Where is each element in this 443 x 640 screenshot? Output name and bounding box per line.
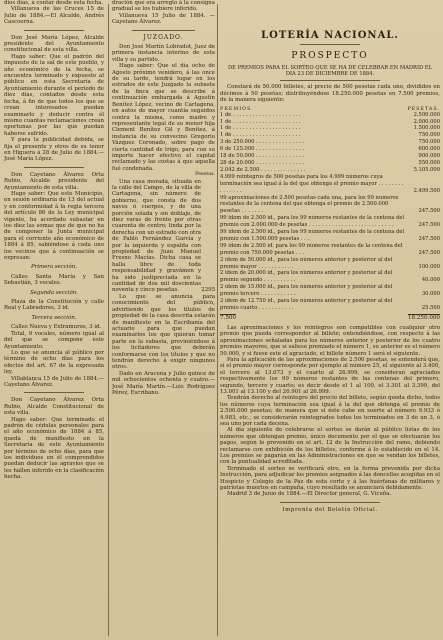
rules-3: Al día siguiente de celebrarse el sorteo se darán al público listas de los números que obtengan premio, único documento por el que se efectuarán los pagos, según lo prevenido en el art. 12 de la Instrucción del ramo, debiendo reclamarse con exhibición de los billetes, conforme á lo establecido en el 14. Los premios se pagarán en las Administraciones en que se vendan los billetes, con la puntualidad acreditada. <box>220 427 440 466</box>
rules-1: Para la aplicación de las aproximaciones de 2.500 pesetas, se entenderá que, si el premio mayor corresponde por ejemplo al número 25, el siguiente al 3.400, el tercero al 13.073 y el cuarto al 26.999, se consideran agraciados respectivamente los 99 números restantes de las centenas del primero, segundo, tercero y cuarto; es decir desde el 1 al 100, el 3.301 al 3.399, del 13.001 al 13.100 y del 26.901 al 26.999. <box>220 356 440 395</box>
divider <box>280 502 380 503</box>
prize-row <box>220 132 440 139</box>
c1-ad1-0: Don José María López, Alcalde presidente del Ayuntamiento constitucional de esta villa. <box>4 34 104 54</box>
prize-row <box>220 243 440 257</box>
column-right <box>220 0 440 640</box>
prize-label: 99 idem de 2.500 id., para los 99 números restantes de la centena del premio con 1.500.000 pesetas . . . <box>220 229 405 242</box>
section-heading: Segunda sección. <box>30 289 78 296</box>
prize-value: 247.500 <box>418 235 440 242</box>
c2-closing-1: Dado en Aracena y Julio quince de mil ochocientos ochenta y cuatro.—José María Martín.—Luis Rodríguez Pérez, Escribano. <box>112 370 215 396</box>
prize-label: 99 aproximaciones de 2.500 pesetas cada una, para los 99 números restantes de la centena del que obtenga el premio de 2.500.000 pesetas . . . . . . . <box>220 194 399 215</box>
prize-label: 99 idem de 2.500 id., para los 99 números restantes de la centena del premio con 2.000.000 de pesetas . . . . . . . . . . . . . . . . . . . . . . . . . . <box>220 215 405 229</box>
prize-row <box>220 195 440 216</box>
c1-ad2-1: Hago saber: Que este Municipio, en sesión ordinaria de 13 del actual y en conformidad á la regla tercera del artículo 86 de la Ley municipal vigente, ha acordado subastar en los diez las somas que de que no ha de componer la Junta municipal para el corriente año económico de 1884 á 85, sabiéndose á cada uno los vecinos que á continuación se expresan: <box>4 190 104 262</box>
c1-s3-1: Total, 9 vocales, número igual al del que se compone este Ayuntamiento. <box>4 330 104 350</box>
prize-value: 5.105.000 <box>413 166 440 173</box>
prize-label: 2 idem de 20.000 id., para los números anterior y posterior al del premio segundo . . . . . . . . . . <box>220 270 393 284</box>
prize-row <box>220 160 440 167</box>
finca-description: Una casa morada, situada en la calle del Campo, de la villa de Cartagena, sin número de gobierno, que consta de dos naves ó cuerpos, y de una porción solada y sin doblaje, de diez varas de frente por otras cuarenta de centro; linda por la derecha con un estrado con otra de Pablo Fernández García y por la izquierda y espalda con propiedad de Juan Manuel Fresno Macías. Dicha casa se halla libre de toda responsabilidad y gravámen y ha sido justipreciada en la cantidad de dos mil doscientas noventa y cinco pesetas. <box>112 178 201 294</box>
rules-2: Tendrán derecho al reintegro del precio del billete, según queda dicho, todos los números cuya terminación sea igual á la del que obtenga el premio de 2.500.000 pesetas; de manera que si éste cabe en suerte al número 9.933 ó 4.983, etc., se considerarán reintegrados todos los terminados en 3 de un 3, ó sea uno por cada decena. <box>220 395 440 427</box>
prize-label: 4.999 reintegros de 500 pesetas para los 4.999 números cuya terminación sea igual á la del que obtenga el premio mayor . . . . . . . . . . . . . . . <box>220 173 404 194</box>
divider <box>24 392 84 393</box>
prize-row <box>220 257 440 271</box>
prize-label: 28 de 20.000 . . . . . . . . . . . . . . . <box>220 159 304 166</box>
c1-s3-0: Calles Nueva y Extramuros, 3 id. <box>11 324 102 331</box>
column-middle <box>112 0 215 640</box>
prize-value: 2.499.500 <box>413 187 440 194</box>
rules-5: Madrid 3 de Junio de 1884.—El Director general, G. Vicuña. <box>227 491 392 498</box>
imprint: Imprenta del Boletín Oficial. <box>282 506 378 513</box>
prize-value: 2.500.000 <box>413 111 440 118</box>
prize-value: 550.000 <box>418 159 440 166</box>
prize-label: 6 de 125.000 . . . . . . . . . . . . . . . <box>220 146 304 153</box>
c1-ad3-0: Don Cayetano Álvarez Orta Rubio, Alcalde Constitucional de esta villa. <box>4 397 104 417</box>
c2-top-1: Villanueva 15 Julio de 1884. —Cayetano Álvarez. <box>112 12 215 26</box>
header-pesetas: PESETAS. <box>407 106 440 112</box>
finca-block <box>112 179 215 294</box>
prize-row <box>220 153 440 160</box>
prize-label: 18 de 50.000 . . . . . . . . . . . . . . . <box>220 153 304 160</box>
prize-value: 40.000 <box>421 277 440 284</box>
prize-row <box>220 229 440 243</box>
prize-label: 2 idem de 12.750 id., para los números anterior y posterior al del premio cuarto . . . . . . . . . . . <box>220 298 393 311</box>
prize-label: 1 de . . . . . . . . . . . . . . . . . . . . . <box>220 111 301 118</box>
c1-ad3-1: Hago saber: Que terminado el padrón de cédulas personales para el año económico de 1884 á 85, queda de manifiesto en la Secretaría de este Ayuntamiento por término de ocho días, para que los individuos en él comprendidos puedan deducir las agravios que se les hallen inferido en la clasificación hecha. <box>4 416 104 481</box>
column-divider <box>108 4 109 636</box>
prize-label: 1 de . . . . . . . . . . . . . . . . . . . . . <box>220 132 301 139</box>
c1-s1: Calles Santa María y San Sebastián, 3 vocales. <box>4 273 104 287</box>
section-heading: Tercera sección. <box>31 314 77 321</box>
prospecto-heading: PROSPECTO <box>291 51 369 61</box>
prize-row <box>220 139 440 146</box>
prize-row <box>220 270 440 284</box>
prize-value: 750.000 <box>418 132 440 139</box>
c1-s2: Plaza de la Constitución y calle Real y Labradores, 3 id. <box>4 299 104 312</box>
prize-value: 30.000 <box>421 291 440 298</box>
column-left <box>4 0 104 640</box>
prize-value: 100.000 <box>418 263 440 270</box>
prize-value: 1.500.000 <box>413 125 440 132</box>
divider <box>24 30 84 31</box>
total-pesetas: 18.250.000 <box>407 314 440 321</box>
c1-s3-2: Lo que se anuncia al público por término de ocho días para los efectos del art. 67 de la expresada ley. <box>4 349 104 376</box>
prize-label: 2 idem de 50.000 id., para los números anterior y posterior al del premio mayor . . . . . . . . . . . <box>220 256 393 270</box>
prize-value: 247.500 <box>418 208 440 215</box>
divider <box>24 167 84 168</box>
prize-label: 2.042 de 2.500 . . . . . . . . . . . . . . <box>220 166 306 173</box>
c2-closing-0: Lo que se anuncia para conocimiento del público, advirtiendo que los títulos de propiedad de la casa descrita estarán de manifiesto en la Escribanía del actuario para que puedan examinarlos los que quieran tomar parte en la subasta, previniéndose á los licitadores que deberán conformarse con los títulos y que no tendrán derecho á exigir ningunos otros. <box>112 293 215 371</box>
page-title: LOTERÍA NACIONAL. <box>261 30 399 41</box>
section-title-juzgado: JUZGADO. <box>143 33 184 41</box>
section-heading: Primera sección. <box>31 264 77 271</box>
prize-row <box>220 215 440 229</box>
prize-value: 900.000 <box>418 153 440 160</box>
intro-paragraph: Constará de 50.000 billetes, al precio de 500 pesetas cada uno, divididos en décimos á 50 pesetas; distribuyéndose 18.250.000 pesetas en 7.500 premios, de la manera siguiente: <box>220 84 440 104</box>
c1-s3-3: Villablanca 15 de Julio de 1884.—Cayetano Álvarez. <box>4 375 104 388</box>
prize-row <box>220 119 440 126</box>
c2-top-0: dración que era arreglo á la consigna gradual se los hubiere inferido. <box>112 0 215 13</box>
column-divider <box>217 4 218 636</box>
rules-4: Terminado el sorteo se verificará otro, en la forma prevenida por dicha Instrucción, para adjudicar los premios asignados á las doncellas acogidas en el Hospicio y Colegio de la Paz de esta corte y á las huérfanas de militares y patriotas muertos en campaña, cuyo resultado se anunciará debidamente. <box>220 465 440 492</box>
total-prizes: 7.500 <box>220 314 237 321</box>
prize-value: 750.000 <box>418 139 440 146</box>
prize-row <box>220 174 440 195</box>
divider <box>132 30 195 31</box>
prize-value: 600.000 <box>418 146 440 153</box>
prize-row <box>220 125 440 132</box>
prize-value: 25.500 <box>421 305 440 311</box>
c1-top-0: dios días, á contar desde esta fecha. <box>4 0 104 6</box>
prize-label: 99 idem de 2.500 id. para los 99 números restantes de la centena del premio con 750.000 pesetas . . . <box>220 242 403 256</box>
divider <box>280 80 380 81</box>
pesetas-label: Pesetas. <box>195 172 215 178</box>
c2-body-0: Don José Martín Lobradot, Juez de primera instancia interino de esta villa y su partido. <box>112 44 215 63</box>
prize-value: 247.500 <box>418 249 440 256</box>
divider <box>300 44 360 45</box>
finca-value: 2295 <box>201 287 215 294</box>
c1-ad1-1: Hago saber: Que el padrón del impuesto de la sal de este pueblo, y año económico de la fecha, se encuentra terminado y expuesto al público en esta Secretaría de Ayuntamiento durante el periodo de diez días, contados desde esta fecha, á fin de que todos los que se crean interesados puedan examinarlo y deducir contra él mismo cuantas reclamaciones crean oportunas por las que puedan haberse sufrido. <box>4 53 104 137</box>
prize-row <box>220 146 440 153</box>
prize-row <box>220 298 440 312</box>
c1-ad2-0: Don Cayetano Álvarez Orta Rubio, Alcalde presidente del Ayuntamiento de esta villa. <box>4 171 104 191</box>
prize-label: 1 de . . . . . . . . . . . . . . . . . . . . . <box>220 125 301 132</box>
prize-row <box>220 284 440 298</box>
prize-label: 3 de 250.000 . . . . . . . . . . . . . . . <box>220 139 304 146</box>
header-premios: PREMIOS. <box>220 106 254 112</box>
prize-list <box>220 112 440 312</box>
prize-row <box>220 167 440 174</box>
prize-value: 247.500 <box>418 222 440 229</box>
prize-row <box>220 112 440 119</box>
prize-label: 2 idem de 15.000 id., para los números anterior y posterior al del premio tercero . . . . . . . . . . . <box>220 284 393 298</box>
prize-label: 1 de . . . . . . . . . . . . . . . . . . . . . <box>220 118 301 125</box>
rules-0: Las aproximaciones y los reintegros son compatibles con cualquier otro premio que pueda corresponder al billete; entendiéndose, con respecto á las aproximaciones señaladas para los números anterior y posterior de los cuatro premios mayores, que si saliese premiado el número 1, su anterior es el número 50.000, y si fuese este el agraciado, el billete número 1 será el siguiente. <box>220 324 440 357</box>
prize-value: 2.000.000 <box>413 118 440 125</box>
prize-totals <box>220 314 440 321</box>
intro-line: DE PREMIOS PARA EL SORTEO QUE SE HA DE CELEBRAR EN MADRID EL DIA 23 DE DICIEMBRE DE 1884. <box>227 65 433 78</box>
c1-ad1-2: Y para la publicidad debida, se fija el presente y otros de su tenor en Higuera á 28 de Julio de 1884.—José María López. <box>4 137 104 163</box>
c1-top-1: Villanueva de las Cruces 15 de Julio de 1884.—El Alcalde, Andrés Cascoerna. <box>4 6 104 26</box>
c2-body-1: Hago saber: Que el día ocho de Agosto próximo venidero, á las once de su tarde, tendrá lugar en los estrados de este Juzgado la subasta de la finca que se describe á continuación embargada á Agustín Benítez López, vecino de Cartagena, en autos de mayor cuantía seguidos contra la misma, como madre y representante legal de su menor hija Clement Benítez Gil y Benítez, á instancia de su convecino Gregorio Vázquez Coronado, sobre pago de cierta cantidad de trigo, para con su importe hacer efectivo el capital reclamado y las costas á que aquella fué condenada. <box>112 63 215 172</box>
